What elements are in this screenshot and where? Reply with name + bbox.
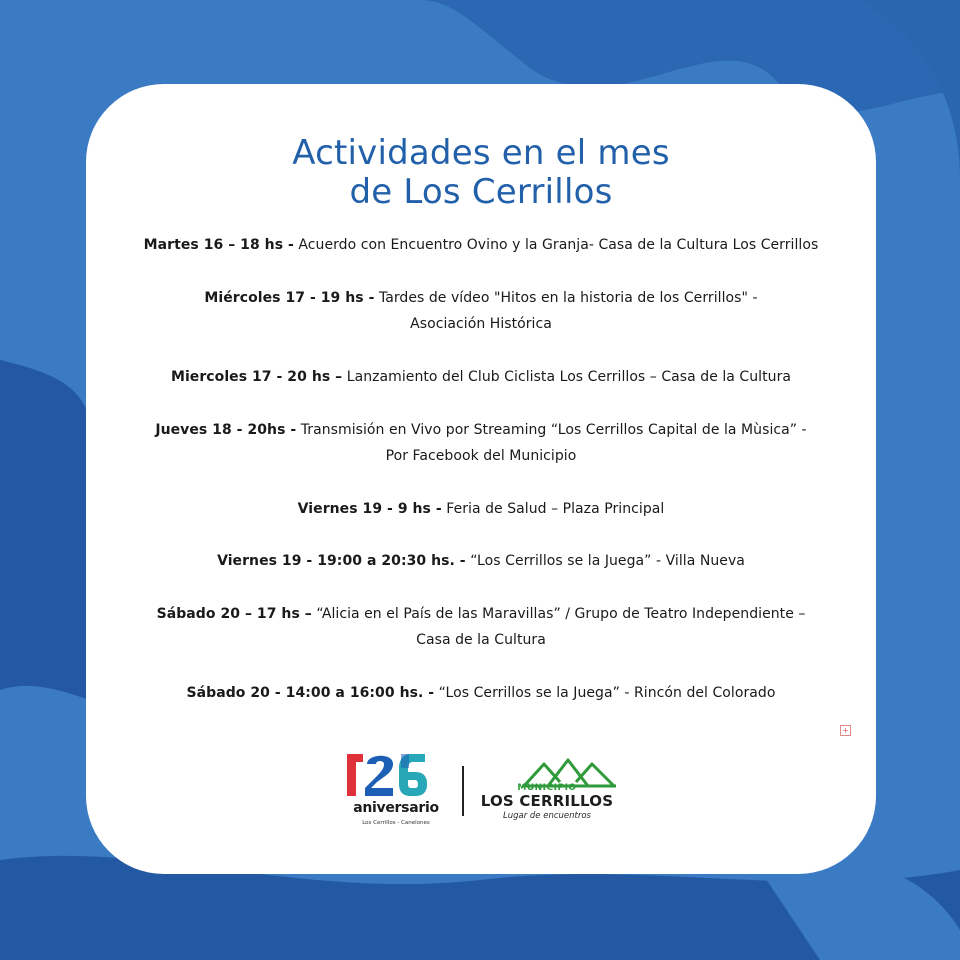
event-description: “Los Cerrillos se la Juega” - Rincón del Colorado bbox=[438, 685, 776, 701]
event-line bbox=[96, 364, 866, 390]
event-when: Viernes 19 - 9 hs - bbox=[297, 501, 442, 517]
event-line bbox=[96, 680, 866, 706]
municipality-name: LOS CERRILLOS bbox=[480, 792, 614, 810]
event-description: Tardes de vídeo "Hitos en la historia de los Cerrillos" - bbox=[378, 290, 758, 306]
anniversary-word: aniversario bbox=[353, 800, 439, 816]
event-description: Lanzamiento del Club Ciclista Los Cerrillos – Casa de la Cultura bbox=[346, 369, 792, 385]
event-item bbox=[96, 548, 866, 574]
event-line bbox=[96, 548, 866, 574]
event-when: Jueves 18 - 20hs - bbox=[155, 422, 297, 438]
event-item bbox=[96, 364, 866, 390]
event-line bbox=[96, 285, 866, 311]
event-when: Martes 16 – 18 hs - bbox=[143, 237, 294, 253]
event-line bbox=[96, 232, 866, 258]
anniversary-number-graphic bbox=[345, 750, 445, 800]
event-line-continued: Por Facebook del Municipio bbox=[385, 448, 577, 464]
anniversary-logo bbox=[341, 750, 456, 830]
event-line-continued: Asociación Histórica bbox=[410, 316, 552, 332]
event-when: Sábado 20 – 17 hs – bbox=[156, 606, 312, 622]
title-line-2: de Los Cerrillos bbox=[349, 172, 613, 212]
event-item bbox=[96, 285, 866, 337]
event-description: “Los Cerrillos se la Juega” - Villa Nueva bbox=[470, 553, 745, 569]
event-line bbox=[96, 496, 866, 522]
event-description: “Alicia en el País de las Maravillas” / Grupo de Teatro Independiente – bbox=[316, 606, 806, 622]
event-when: Miércoles 17 - 19 hs - bbox=[204, 290, 375, 306]
event-item bbox=[96, 496, 866, 522]
event-when: Sábado 20 - 14:00 a 16:00 hs. - bbox=[186, 685, 435, 701]
activities-card bbox=[86, 84, 876, 874]
event-item bbox=[96, 232, 866, 258]
event-when: Viernes 19 - 19:00 a 20:30 hs. - bbox=[217, 553, 466, 569]
title-line-1: Actividades en el mes bbox=[292, 133, 670, 173]
anniversary-subtitle: Los Cerrillos - Canelones bbox=[362, 820, 430, 826]
municipality-label: MUNICIPIO bbox=[517, 783, 577, 793]
logo-divider bbox=[462, 766, 464, 816]
event-line-continued: Casa de la Cultura bbox=[416, 632, 546, 648]
event-description: Feria de Salud – Plaza Principal bbox=[446, 501, 665, 517]
expand-icon[interactable]: + bbox=[840, 725, 851, 736]
event-item bbox=[96, 680, 866, 706]
municipality-logo bbox=[476, 756, 626, 826]
event-description: Acuerdo con Encuentro Ovino y la Granja- Casa de la Cultura Los Cerrillos bbox=[298, 237, 819, 253]
event-item bbox=[96, 417, 866, 469]
municipality-tagline: Lugar de encuentros bbox=[502, 811, 591, 821]
event-when: Miercoles 17 - 20 hs – bbox=[170, 369, 343, 385]
event-item bbox=[96, 601, 866, 653]
event-line bbox=[96, 601, 866, 627]
event-description: Transmisión en Vivo por Streaming “Los Cerrillos Capital de la Mùsica” - bbox=[300, 422, 807, 438]
event-line bbox=[96, 417, 866, 443]
bg-blob-left bbox=[0, 360, 90, 700]
